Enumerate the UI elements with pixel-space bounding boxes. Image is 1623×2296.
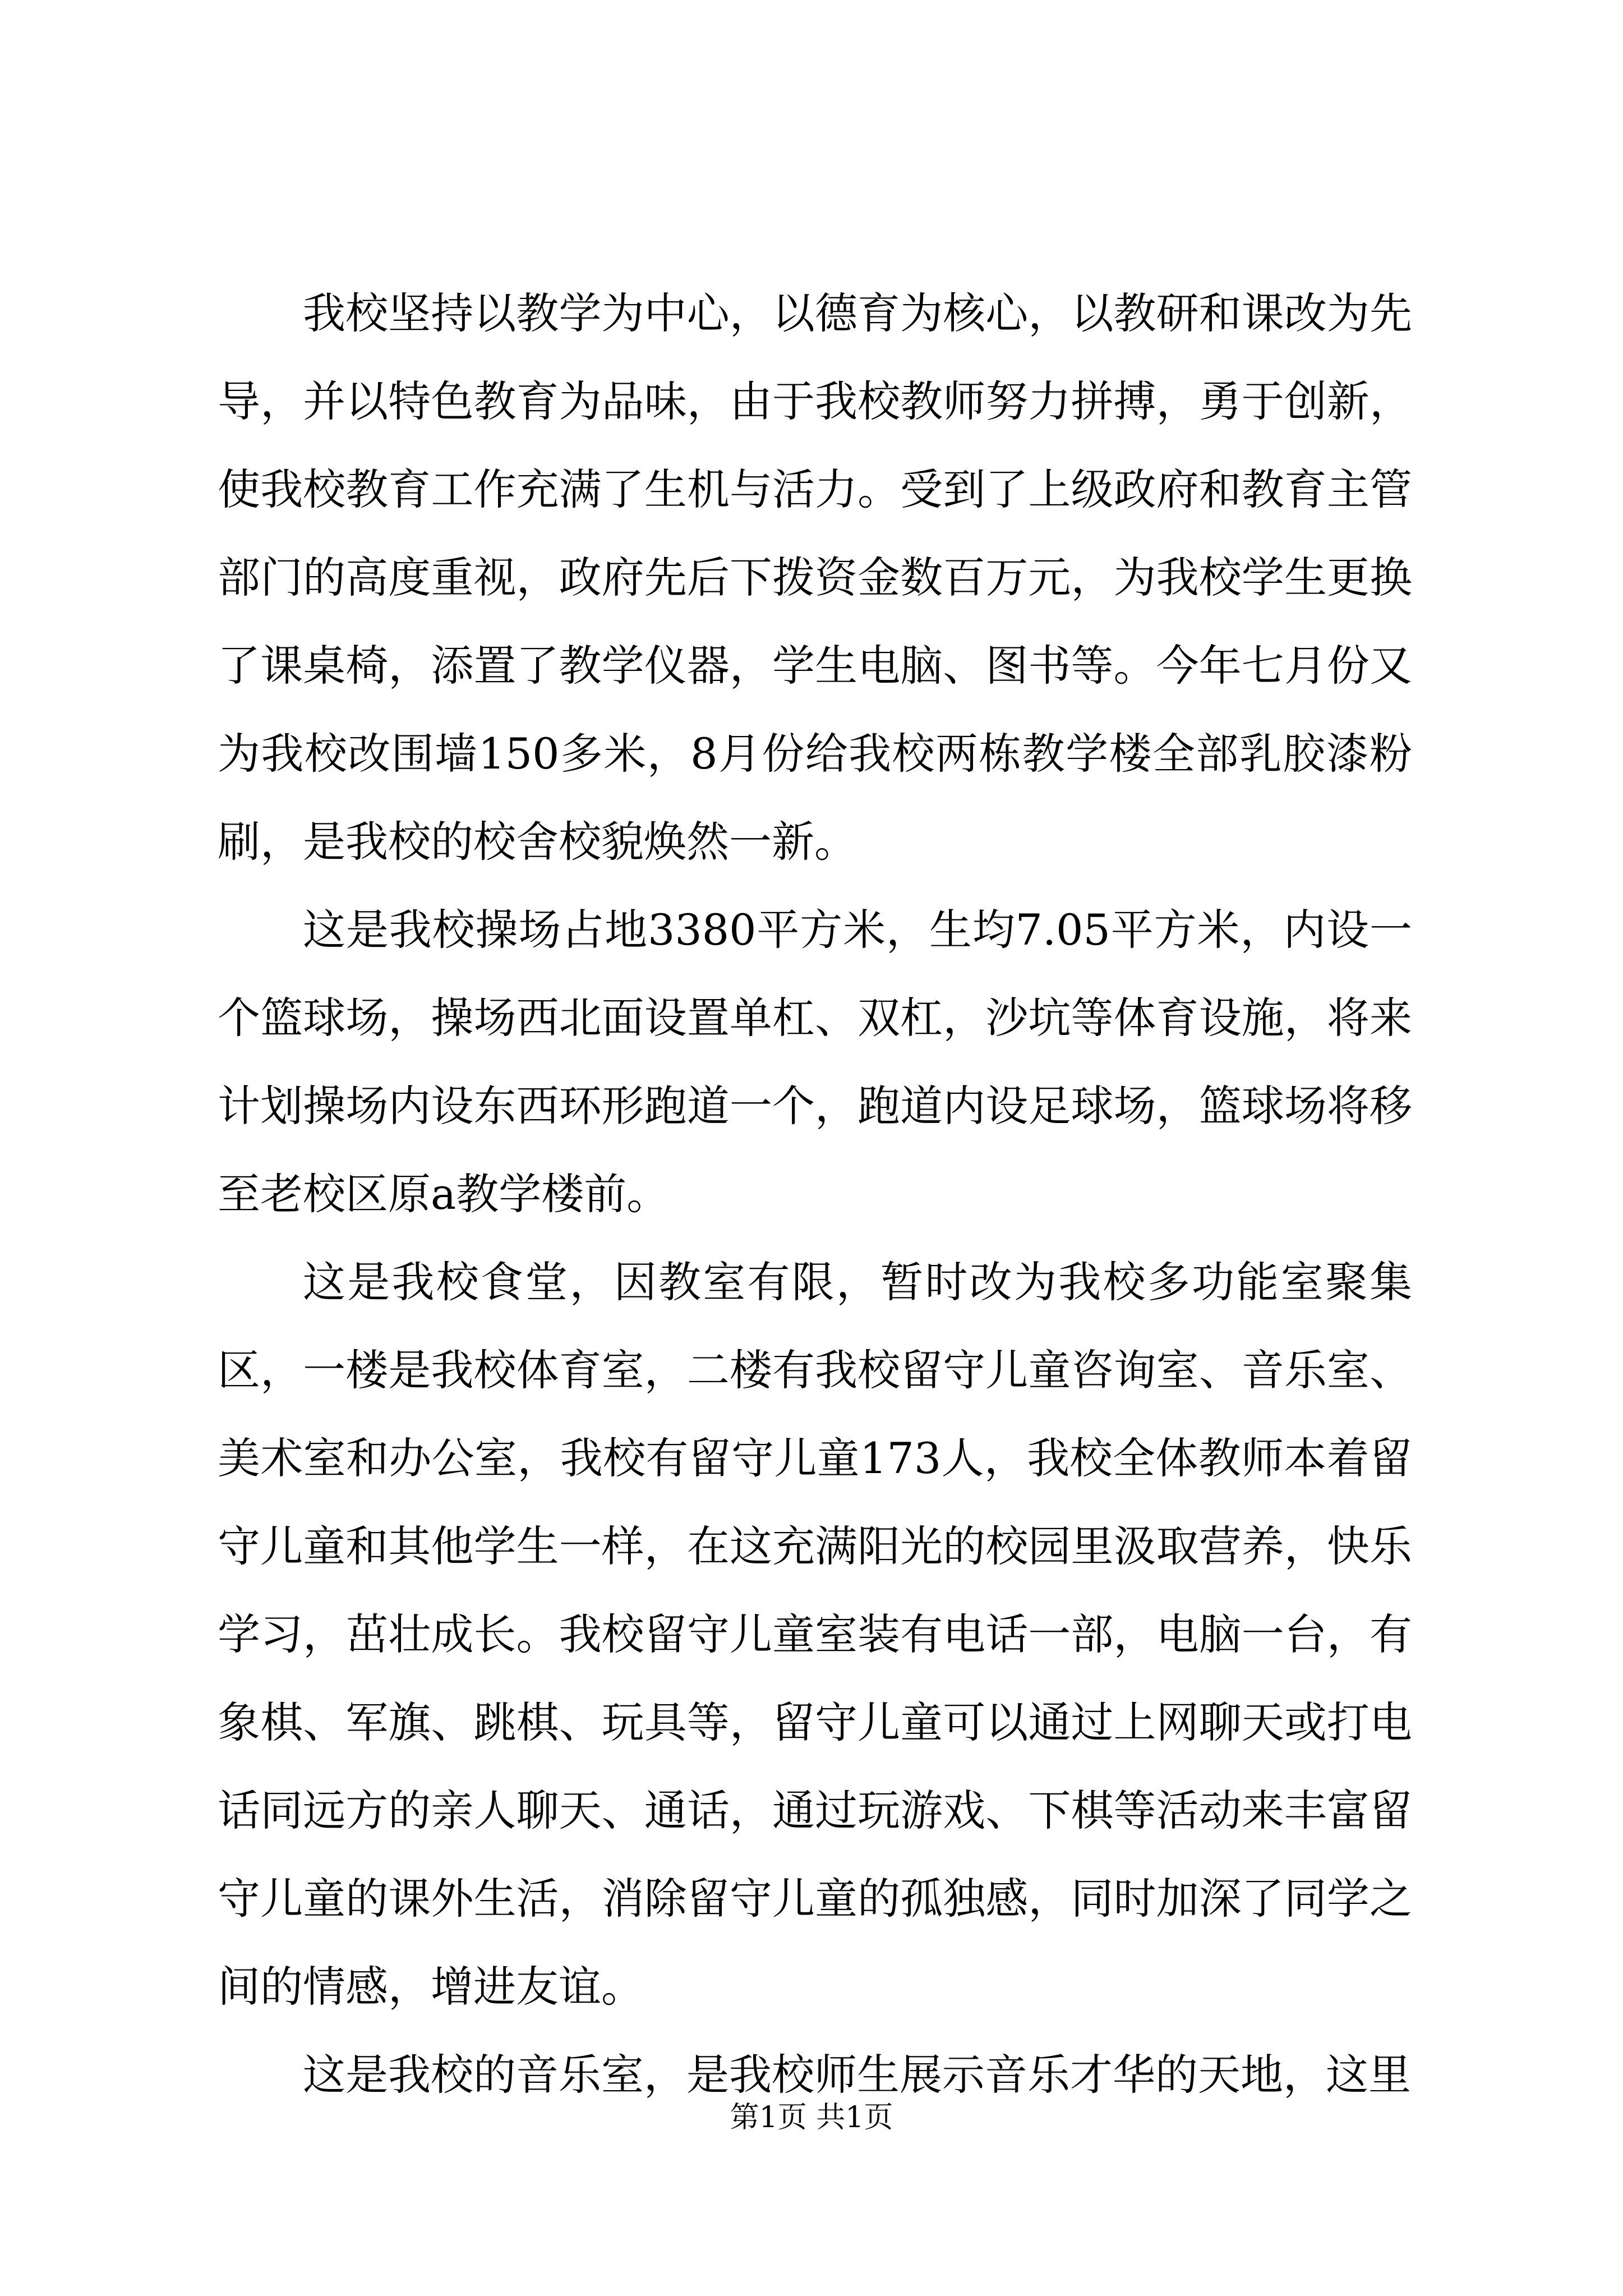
paragraph-3: 这是我校食堂，因教室有限，暂时改为我校多功能室聚集区，一楼是我校体育室，二楼有我校留守儿童咨询室、音乐室、美术室和办公室，我校有留守儿童173人，我校全体教师本着留守儿童和其他学生一样，在这充满阳光的校园里汲取营养，快乐学习，茁壮成长。我校留守儿童室装有电话一部，电脑一台，有象棋、军旗、跳棋、玩具等，留守儿童可以通过上网聊天或打电话同远方的亲人聊天、通话，通过玩游戏、下棋等活动来丰富留守儿童的课外生活，消除留守儿童的孤独感，同时加深了同学之间的情感，增进友谊。 xyxy=(218,1257,1412,2012)
paragraph-4: 这是我校的音乐室，是我校师生展示音乐才华的天地，这里 xyxy=(303,2050,1411,2100)
paragraph-1: 我校坚持以教学为中心，以德育为核心，以教研和课改为先导，并以特色教育为品味，由于我校教师努力拼搏，勇于创新，使我校教育工作充满了生机与活力。受到了上级政府和教育主管部门的高度重视，政府先后下拨资金数百万元，为我校学生更换了课桌椅，添置了教学仪器，学生电脑、图书等。今年七月份又为我校改围墙150多米，8月份给我校两栋教学楼全部乳胶漆粉刷，是我校的校舍校貌焕然一新。 xyxy=(218,288,1412,867)
page-footer: 第1页 共1页 xyxy=(730,2101,893,2134)
paragraph-2: 这是我校操场占地3380平方米，生均7.05平方米，内设一个篮球场，操场西北面设置单杠、双杠，沙坑等体育设施，将来计划操场内设东西环形跑道一个，跑道内设足球场，篮球场将移至老校区原a教学楼前。 xyxy=(218,905,1412,1219)
document-body xyxy=(218,269,1412,2119)
